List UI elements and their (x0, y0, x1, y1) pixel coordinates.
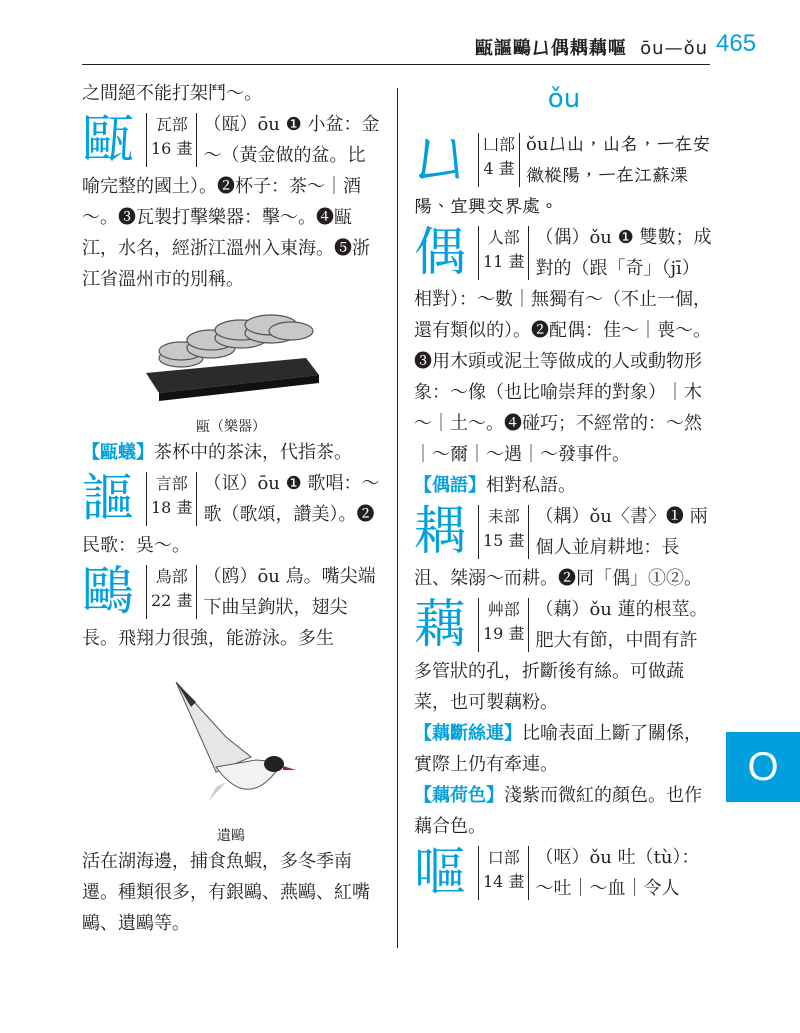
entry-ou-sing (82, 468, 380, 561)
radical-box (478, 133, 520, 187)
entry-head (414, 222, 529, 284)
right-column (414, 78, 714, 904)
definition: ǒu𠙴山，山名，一在安徽樅陽，一在江蘇溧陽、宜興交界處。 (414, 134, 711, 217)
radical: 凵部 (483, 135, 516, 154)
entry-ou-pair (414, 222, 714, 470)
radical: 鳥部 (155, 567, 188, 586)
entry-ou-bowl (82, 109, 380, 295)
radical-box (146, 472, 197, 526)
phrase-term: 【藕荷色】 (414, 785, 504, 806)
stroke-count: 16 畫 (151, 139, 193, 158)
figure-caption: 甌（樂器） (196, 419, 266, 435)
header-rule (82, 64, 710, 65)
radical-box (478, 226, 529, 280)
definition: （鸥）ōu 鳥。嘴尖端下曲呈鉤狀，翅尖長。飛翔力很強，能游泳。多生 (82, 566, 376, 649)
phrase-definition: 茶杯中的茶沫，代指茶。 (154, 442, 352, 463)
definition: （藕）ǒu 蓮的根莖。肥大有節，中間有許多管狀的孔，折斷後有絲。可做蔬菜，也可製藕粉。 (414, 599, 708, 713)
radical-box (478, 846, 529, 900)
continued-text: 之間絕不能打架鬥～。 (82, 83, 262, 104)
stroke-count: 18 畫 (151, 498, 193, 517)
section-pinyin: ǒu (547, 84, 581, 114)
phrase-definition: 比喻表面上斷了關係，實際上仍有牽連。 (414, 723, 702, 775)
definition: （瓯）ōu ❶ 小盆：金～（黃金做的盆。比喻完整的國土）。❷杯子：茶～｜酒～。❸瓦製打擊樂器：擊～。❹甌江，水名，經浙江溫州入東海。❺浙江省溫州市的別稱。 (82, 114, 380, 290)
headword: 偶 (414, 223, 467, 283)
entry-ou-plow (414, 501, 714, 594)
definition: （偶）ǒu ❶ 雙數；成對的（跟「奇」（jī）相對）：～數｜無獨有～（不止一個，還有類似的）。❷配偶：佳～｜喪～。❸用木頭或泥土等做成的人或動物形象：～像（也比喻崇拜的對象）｜木～｜土～。❹碰巧；不經常的：～然｜～爾｜～遇｜～發事件。 (414, 227, 712, 465)
entry-ou-vomit (414, 842, 714, 904)
instrument-illustration (141, 303, 321, 403)
radical-box (478, 505, 529, 559)
entry-head (82, 561, 197, 623)
entry-head (414, 129, 520, 191)
phrase-ou-he-se (414, 780, 714, 842)
headword: 鷗 (82, 562, 135, 622)
stroke-count: 22 畫 (151, 591, 193, 610)
radical-box (146, 565, 197, 619)
phrase-definition: 淺紫而微紅的顏色。也作藕合色。 (414, 785, 702, 837)
headword: 謳 (82, 469, 135, 529)
entry-head (414, 842, 529, 904)
phrase-term: 【藕斷絲連】 (414, 723, 522, 744)
page-number: 465 (716, 30, 757, 57)
running-header (475, 34, 708, 60)
section-tab-o: O (726, 732, 800, 802)
radical: 言部 (155, 474, 188, 493)
headword: 耦 (414, 502, 467, 562)
radical: 艸部 (487, 600, 520, 619)
definition: （耦）ǒu〈書〉❶ 兩個人並肩耕地：長沮、桀溺～而耕。❷同「偶」①②。 (414, 506, 708, 589)
entry-ou-place (414, 129, 714, 222)
entry-ou-lotus (414, 594, 714, 718)
figure-caption: 遺鷗 (217, 828, 245, 844)
headword: 𠙴 (414, 130, 467, 190)
stroke-count: 11 畫 (483, 252, 525, 271)
guide-pinyin: ōu—ǒu (640, 38, 708, 59)
left-column (82, 78, 380, 939)
entry-head (414, 501, 529, 563)
radical-box (478, 598, 529, 652)
definition: （讴）ōu ❶ 歌唱：～歌（歌頌，讚美）。❷民歌：吳～。 (82, 473, 380, 556)
phrase-ou-duan-si-lian (414, 718, 714, 780)
stroke-count: 19 畫 (483, 624, 525, 643)
column-divider (397, 88, 398, 948)
phrase-ou-yu (414, 470, 714, 501)
figure-gull (82, 662, 380, 846)
stroke-count: 15 畫 (483, 531, 525, 550)
figure-instrument (82, 303, 380, 437)
stroke-count: 14 畫 (483, 872, 525, 891)
gull-illustration (156, 662, 306, 812)
entry-head (82, 109, 197, 171)
radical: 人部 (487, 228, 520, 247)
entry-ou-gull (82, 561, 380, 654)
guide-characters: 甌謳鷗𠙴偶耦藕嘔 (474, 38, 627, 59)
phrase-definition: 相對私語。 (486, 475, 576, 496)
radical: 耒部 (487, 507, 520, 526)
gull-continuation: 活在湖海邊，捕食魚蝦，多冬季南遷。種類很多，有銀鷗、燕鷗、紅嘴鷗、遺鷗等。 (82, 851, 370, 934)
definition: （呕）ǒu 吐（tù）：～吐｜～血｜令人 (535, 847, 700, 899)
radical: 口部 (487, 848, 520, 867)
headword: 甌 (82, 110, 135, 170)
headword: 嘔 (414, 843, 467, 903)
entry-head (82, 468, 197, 530)
phrase-ou-yi (82, 437, 380, 468)
stroke-count: 4 畫 (483, 159, 515, 178)
radical: 瓦部 (155, 115, 188, 134)
headword: 藕 (414, 595, 467, 655)
phrase-term: 【偶語】 (414, 475, 486, 496)
radical-box (146, 113, 197, 167)
entry-head (414, 594, 529, 656)
phrase-term: 【甌蟻】 (82, 442, 154, 463)
